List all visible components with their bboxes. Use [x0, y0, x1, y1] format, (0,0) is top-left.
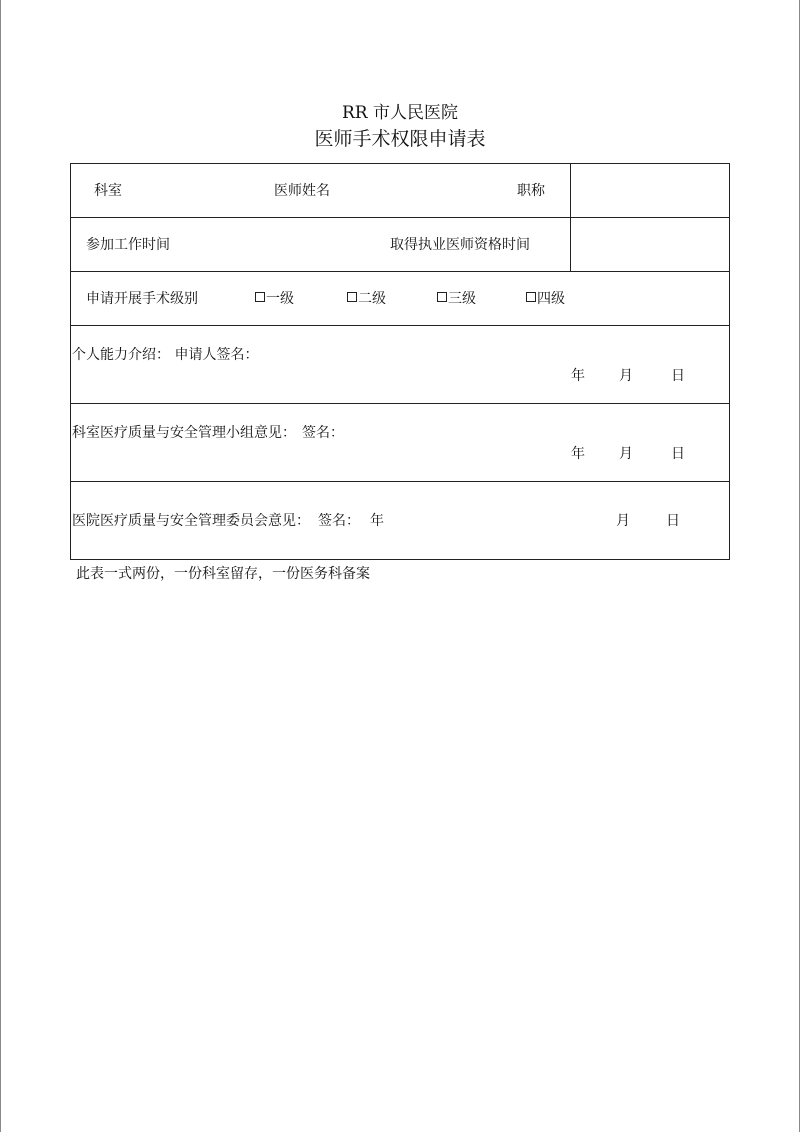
form-title: 医师手术权限申请表 [314, 128, 486, 150]
surgery-level-label: 申请开展手术级别 [86, 291, 198, 307]
doctor-name-label: 医师姓名 [274, 183, 330, 199]
job-title-label: 职称 [517, 183, 545, 199]
hospital-name: RR 市人民医院 [341, 103, 458, 123]
checkbox-icon[interactable] [526, 292, 536, 302]
level-option-3[interactable]: 三级 [437, 291, 476, 307]
level-option-2[interactable]: 二级 [347, 291, 386, 307]
personal-intro-label: 个人能力介绍： 申请人签名： [72, 347, 259, 363]
hospital-sign-label: 签名： [318, 513, 360, 529]
license-date-field[interactable] [571, 218, 729, 271]
checkbox-icon[interactable] [255, 292, 265, 302]
applicant-sign-label: 申请人签名： [174, 347, 259, 363]
date-day: 日 [666, 513, 680, 529]
row-divider [71, 271, 729, 272]
footer-note: 此表一式两份，一份科室留存，一份医务科备案 [76, 566, 370, 582]
page-edge-left [0, 0, 1, 1132]
date-year: 年 [370, 513, 384, 529]
row-divider [71, 403, 729, 404]
date-day: 日 [671, 368, 685, 384]
date-month: 月 [619, 446, 633, 462]
license-date-label: 取得执业医师资格时间 [390, 237, 530, 253]
dept-label: 科室 [94, 183, 122, 199]
dept-opinion-label: 科室医疗质量与安全管理小组意见： 签名： [72, 425, 344, 441]
row-divider [71, 325, 729, 326]
work-start-label: 参加工作时间 [86, 237, 170, 253]
dept-sign-label: 签名： [302, 425, 344, 441]
date-year: 年 [571, 368, 585, 384]
job-title-field[interactable] [571, 164, 729, 217]
level-option-4[interactable]: 四级 [526, 291, 565, 307]
application-form-table [70, 163, 730, 560]
date-month: 月 [619, 368, 633, 384]
date-day: 日 [671, 446, 685, 462]
row-divider [71, 481, 729, 482]
date-month: 月 [616, 513, 630, 529]
checkbox-icon[interactable] [437, 292, 447, 302]
checkbox-icon[interactable] [347, 292, 357, 302]
level-option-1[interactable]: 一级 [255, 291, 294, 307]
date-year: 年 [571, 446, 585, 462]
hospital-opinion-label: 医院医疗质量与安全管理委员会意见： 签名： 年 [72, 513, 384, 529]
